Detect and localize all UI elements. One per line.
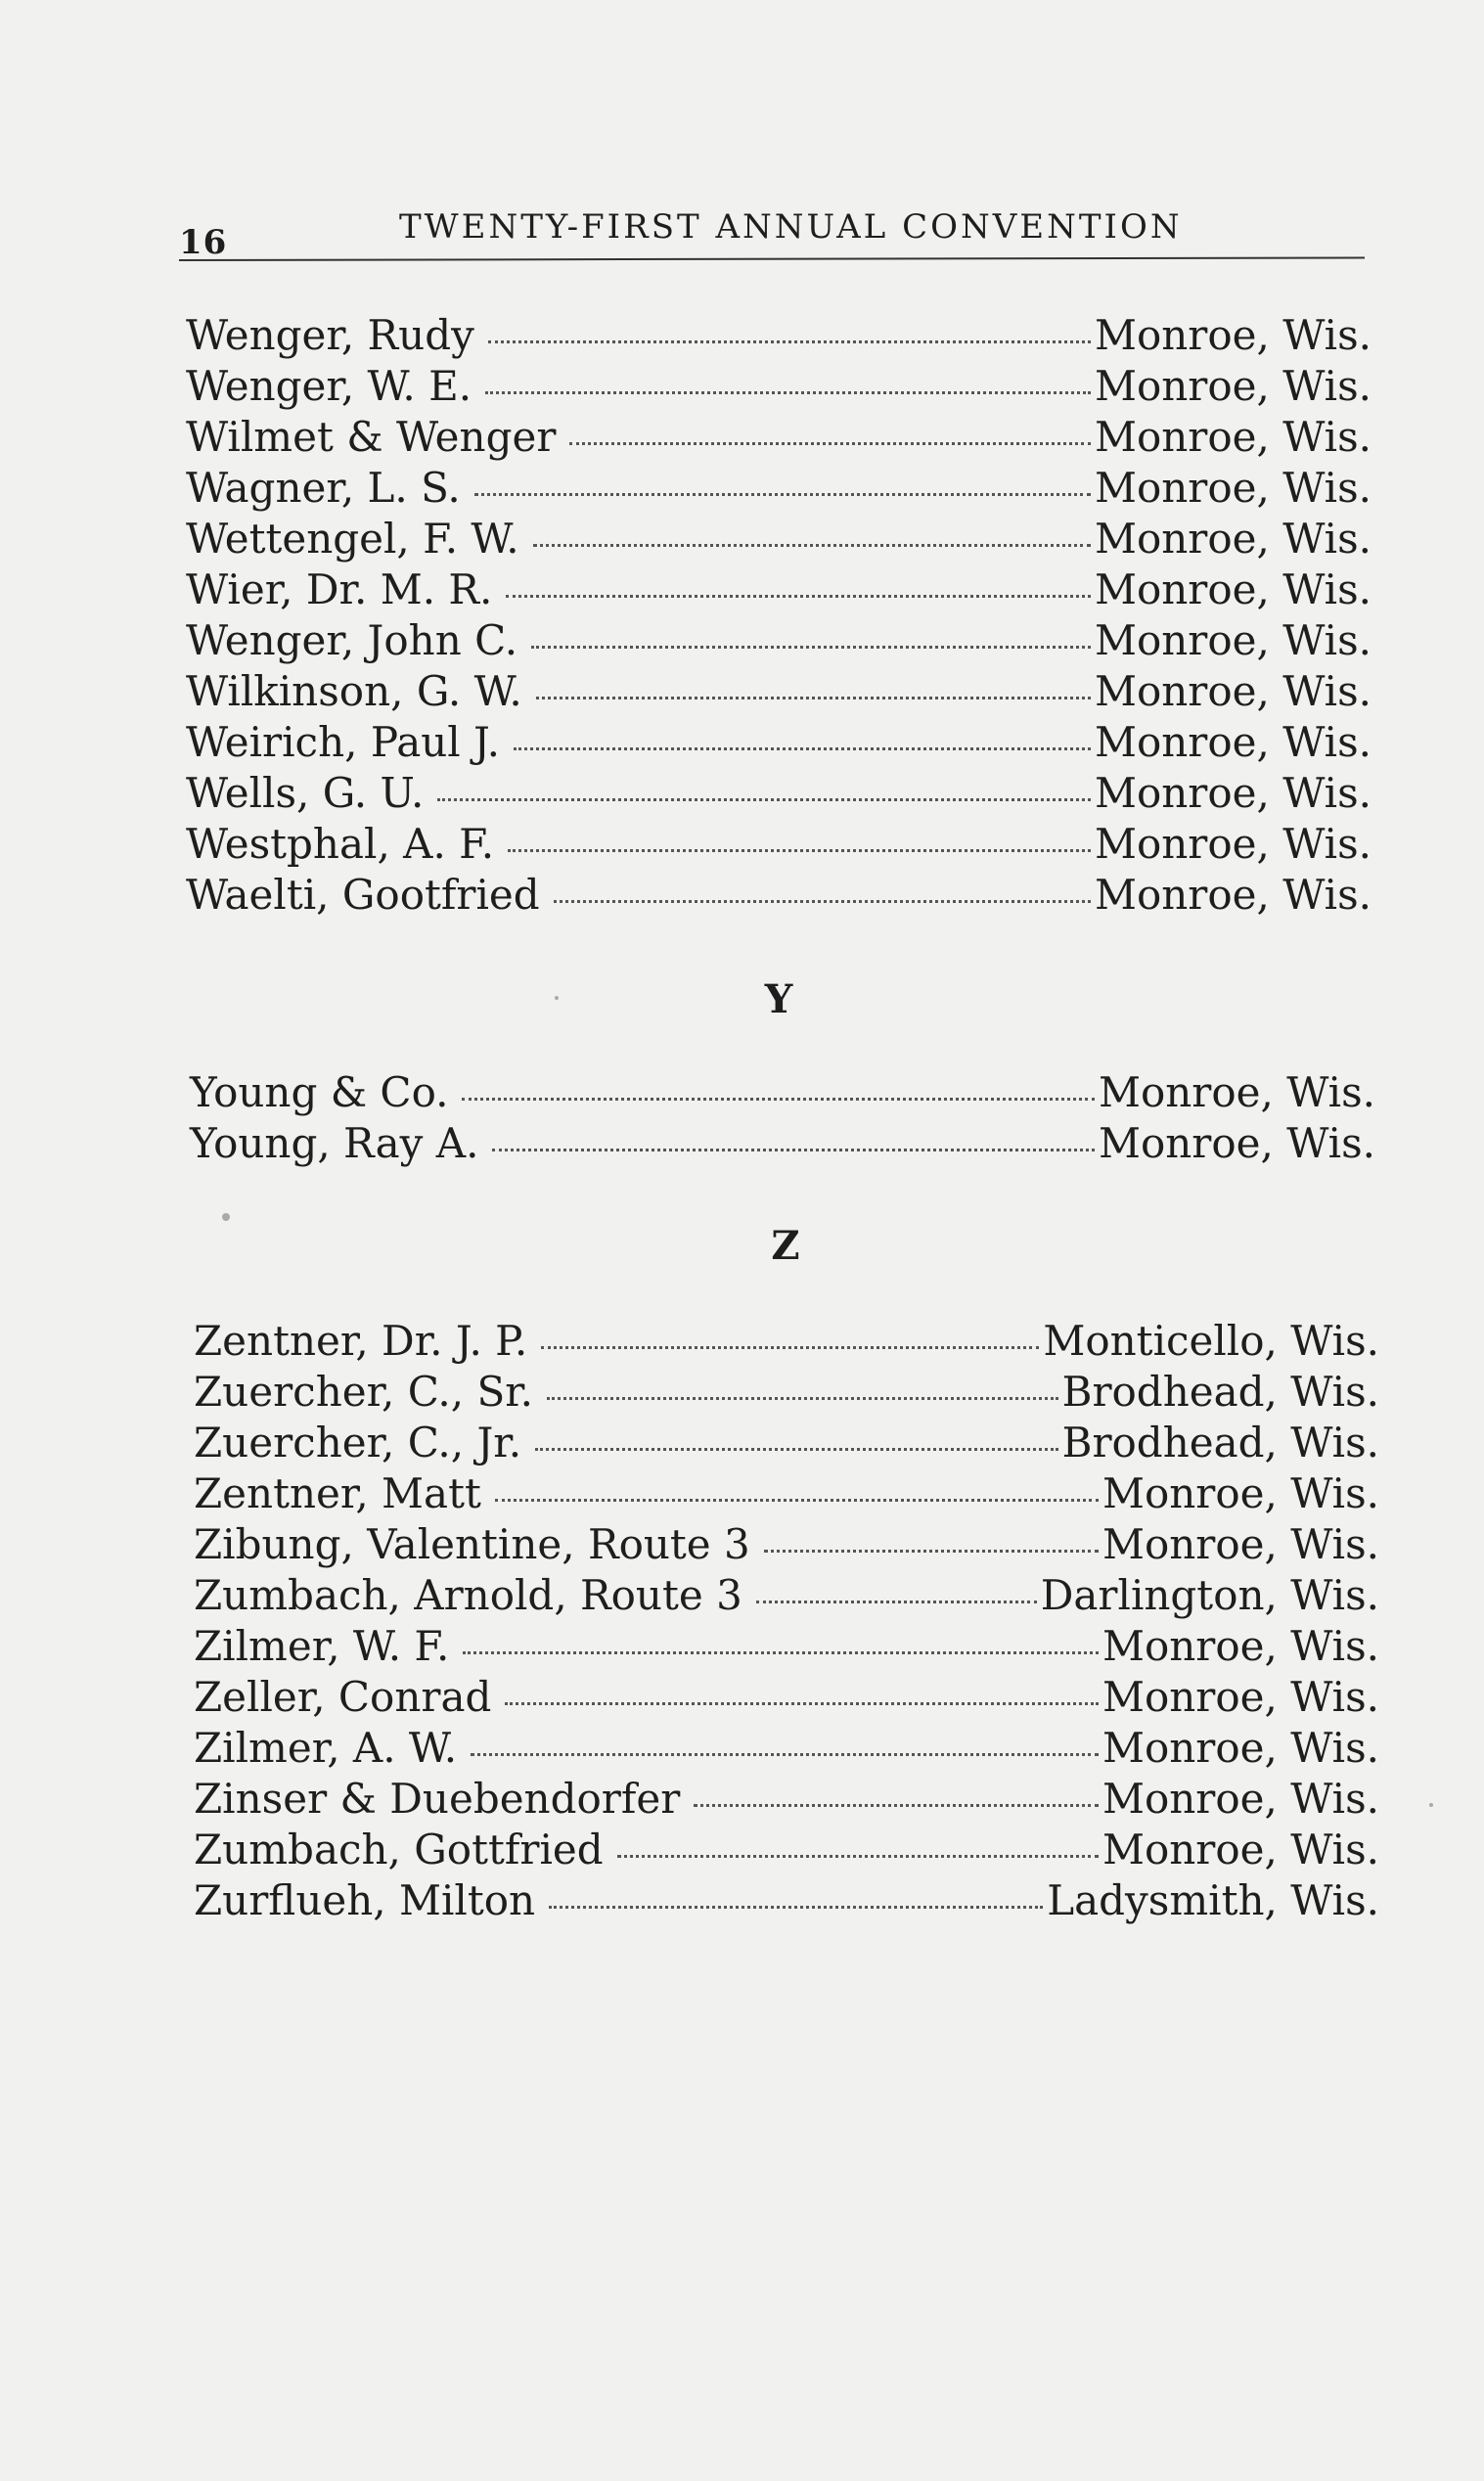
dot-leader — [437, 798, 1091, 801]
scan-speck — [222, 1213, 230, 1221]
dot-leader — [535, 1448, 1057, 1451]
entry-place: Monroe, Wis. — [1098, 1119, 1375, 1167]
dot-leader — [617, 1855, 1099, 1858]
entry-place: Monroe, Wis. — [1094, 362, 1372, 410]
entry-place: Monroe, Wis. — [1094, 565, 1372, 613]
entry-name: Wells, G. U. — [186, 769, 425, 817]
directory-entry — [190, 1119, 1375, 1170]
entry-name: Young & Co. — [190, 1068, 449, 1116]
dot-leader — [569, 442, 1091, 445]
directory-entry — [186, 362, 1372, 413]
entry-name: Zeller, Conrad — [194, 1673, 492, 1721]
directory-entry — [194, 1469, 1379, 1520]
section-w — [186, 311, 1372, 922]
entry-name: Zilmer, W. F. — [194, 1622, 450, 1670]
dot-leader — [474, 493, 1091, 496]
section-y — [190, 1068, 1375, 1170]
entry-name: Zumbach, Gottfried — [194, 1826, 604, 1873]
directory-entry — [186, 464, 1372, 515]
dot-leader — [756, 1601, 1037, 1603]
entry-place: Monroe, Wis. — [1094, 871, 1372, 919]
directory-entry — [186, 718, 1372, 769]
running-title: TWENTY-FIRST ANNUAL CONVENTION — [399, 207, 1183, 247]
entry-place: Ladysmith, Wis. — [1047, 1876, 1379, 1924]
directory-entry — [194, 1419, 1379, 1469]
entry-name: Westphal, A. F. — [186, 820, 495, 868]
directory-entry — [194, 1571, 1379, 1622]
directory-entry — [194, 1368, 1379, 1419]
entry-place: Monroe, Wis. — [1094, 769, 1372, 817]
section-z — [194, 1317, 1379, 1927]
entry-name: Weirich, Paul J. — [186, 718, 500, 766]
letter-heading-z: Z — [771, 1223, 800, 1269]
entry-name: Young, Ray A. — [190, 1119, 479, 1167]
entry-place: Darlington, Wis. — [1040, 1571, 1379, 1619]
dot-leader — [764, 1550, 1099, 1553]
entry-name: Zuercher, C., Jr. — [194, 1419, 522, 1466]
letter-heading-y: Y — [764, 976, 793, 1022]
dot-leader — [531, 646, 1091, 649]
page-number: 16 — [179, 223, 228, 262]
entry-name: Zilmer, A. W. — [194, 1724, 458, 1772]
entry-name: Zentner, Dr. J. P. — [194, 1317, 528, 1365]
dot-leader — [694, 1804, 1099, 1807]
entry-place: Monroe, Wis. — [1102, 1826, 1379, 1873]
directory-entry — [194, 1622, 1379, 1673]
entry-name: Wilmet & Wenger — [186, 413, 557, 461]
entry-name: Waelti, Gootfried — [186, 871, 540, 919]
directory-entry — [186, 311, 1372, 362]
dot-leader — [462, 1098, 1095, 1101]
directory-entry — [194, 1775, 1379, 1826]
dot-leader — [533, 544, 1091, 547]
dot-leader — [495, 1499, 1099, 1502]
entry-name: Zinser & Duebendorfer — [194, 1775, 681, 1823]
directory-entry — [186, 515, 1372, 565]
entry-name: Wilkinson, G. W. — [186, 667, 522, 715]
entry-place: Monroe, Wis. — [1094, 464, 1372, 512]
scan-speck — [555, 996, 559, 1000]
dot-leader — [488, 340, 1091, 343]
entry-place: Monticello, Wis. — [1043, 1317, 1379, 1365]
dot-leader — [514, 747, 1091, 750]
dot-leader — [463, 1651, 1099, 1654]
entry-place: Monroe, Wis. — [1102, 1775, 1379, 1823]
directory-entry — [194, 1673, 1379, 1724]
entry-place: Monroe, Wis. — [1094, 718, 1372, 766]
directory-entry — [194, 1317, 1379, 1368]
page-header — [179, 200, 1365, 262]
directory-entry — [194, 1826, 1379, 1876]
directory-entry — [186, 616, 1372, 667]
dot-leader — [547, 1397, 1058, 1400]
entry-place: Brodhead, Wis. — [1061, 1368, 1379, 1416]
entry-place: Monroe, Wis. — [1102, 1520, 1379, 1568]
entry-place: Monroe, Wis. — [1094, 820, 1372, 868]
entry-name: Zentner, Matt — [194, 1469, 481, 1517]
directory-entry — [190, 1068, 1375, 1119]
dot-leader — [485, 391, 1091, 394]
entry-name: Wenger, Rudy — [186, 311, 474, 359]
directory-entry — [186, 820, 1372, 871]
entry-name: Wenger, John C. — [186, 616, 518, 664]
entry-place: Monroe, Wis. — [1102, 1673, 1379, 1721]
entry-name: Wagner, L. S. — [186, 464, 461, 512]
dot-leader — [554, 900, 1091, 903]
entry-place: Brodhead, Wis. — [1061, 1419, 1379, 1466]
entry-name: Zurflueh, Milton — [194, 1876, 536, 1924]
directory-entry — [194, 1724, 1379, 1775]
dot-leader — [549, 1906, 1043, 1909]
entry-name: Wettengel, F. W. — [186, 515, 519, 563]
entry-name: Zuercher, C., Sr. — [194, 1368, 534, 1416]
directory-entry — [186, 667, 1372, 718]
directory-entry — [186, 413, 1372, 464]
entry-name: Wier, Dr. M. R. — [186, 565, 493, 613]
entry-place: Monroe, Wis. — [1102, 1469, 1379, 1517]
entry-place: Monroe, Wis. — [1102, 1622, 1379, 1670]
dot-leader — [505, 1702, 1099, 1705]
scan-speck — [1429, 1803, 1433, 1807]
entry-place: Monroe, Wis. — [1094, 413, 1372, 461]
directory-entry — [194, 1520, 1379, 1571]
directory-entry — [186, 871, 1372, 922]
entry-place: Monroe, Wis. — [1094, 667, 1372, 715]
dot-leader — [492, 1149, 1095, 1151]
entry-place: Monroe, Wis. — [1102, 1724, 1379, 1772]
entry-name: Zumbach, Arnold, Route 3 — [194, 1571, 742, 1619]
directory-entry — [194, 1876, 1379, 1927]
entry-name: Wenger, W. E. — [186, 362, 472, 410]
entry-name: Zibung, Valentine, Route 3 — [194, 1520, 750, 1568]
dot-leader — [471, 1753, 1099, 1756]
dot-leader — [506, 595, 1091, 598]
directory-entry — [186, 769, 1372, 820]
dot-leader — [536, 697, 1091, 699]
entry-place: Monroe, Wis. — [1094, 616, 1372, 664]
dot-leader — [508, 849, 1091, 852]
entry-place: Monroe, Wis. — [1094, 311, 1372, 359]
directory-entry — [186, 565, 1372, 616]
entry-place: Monroe, Wis. — [1098, 1068, 1375, 1116]
dot-leader — [541, 1346, 1039, 1349]
entry-place: Monroe, Wis. — [1094, 515, 1372, 563]
